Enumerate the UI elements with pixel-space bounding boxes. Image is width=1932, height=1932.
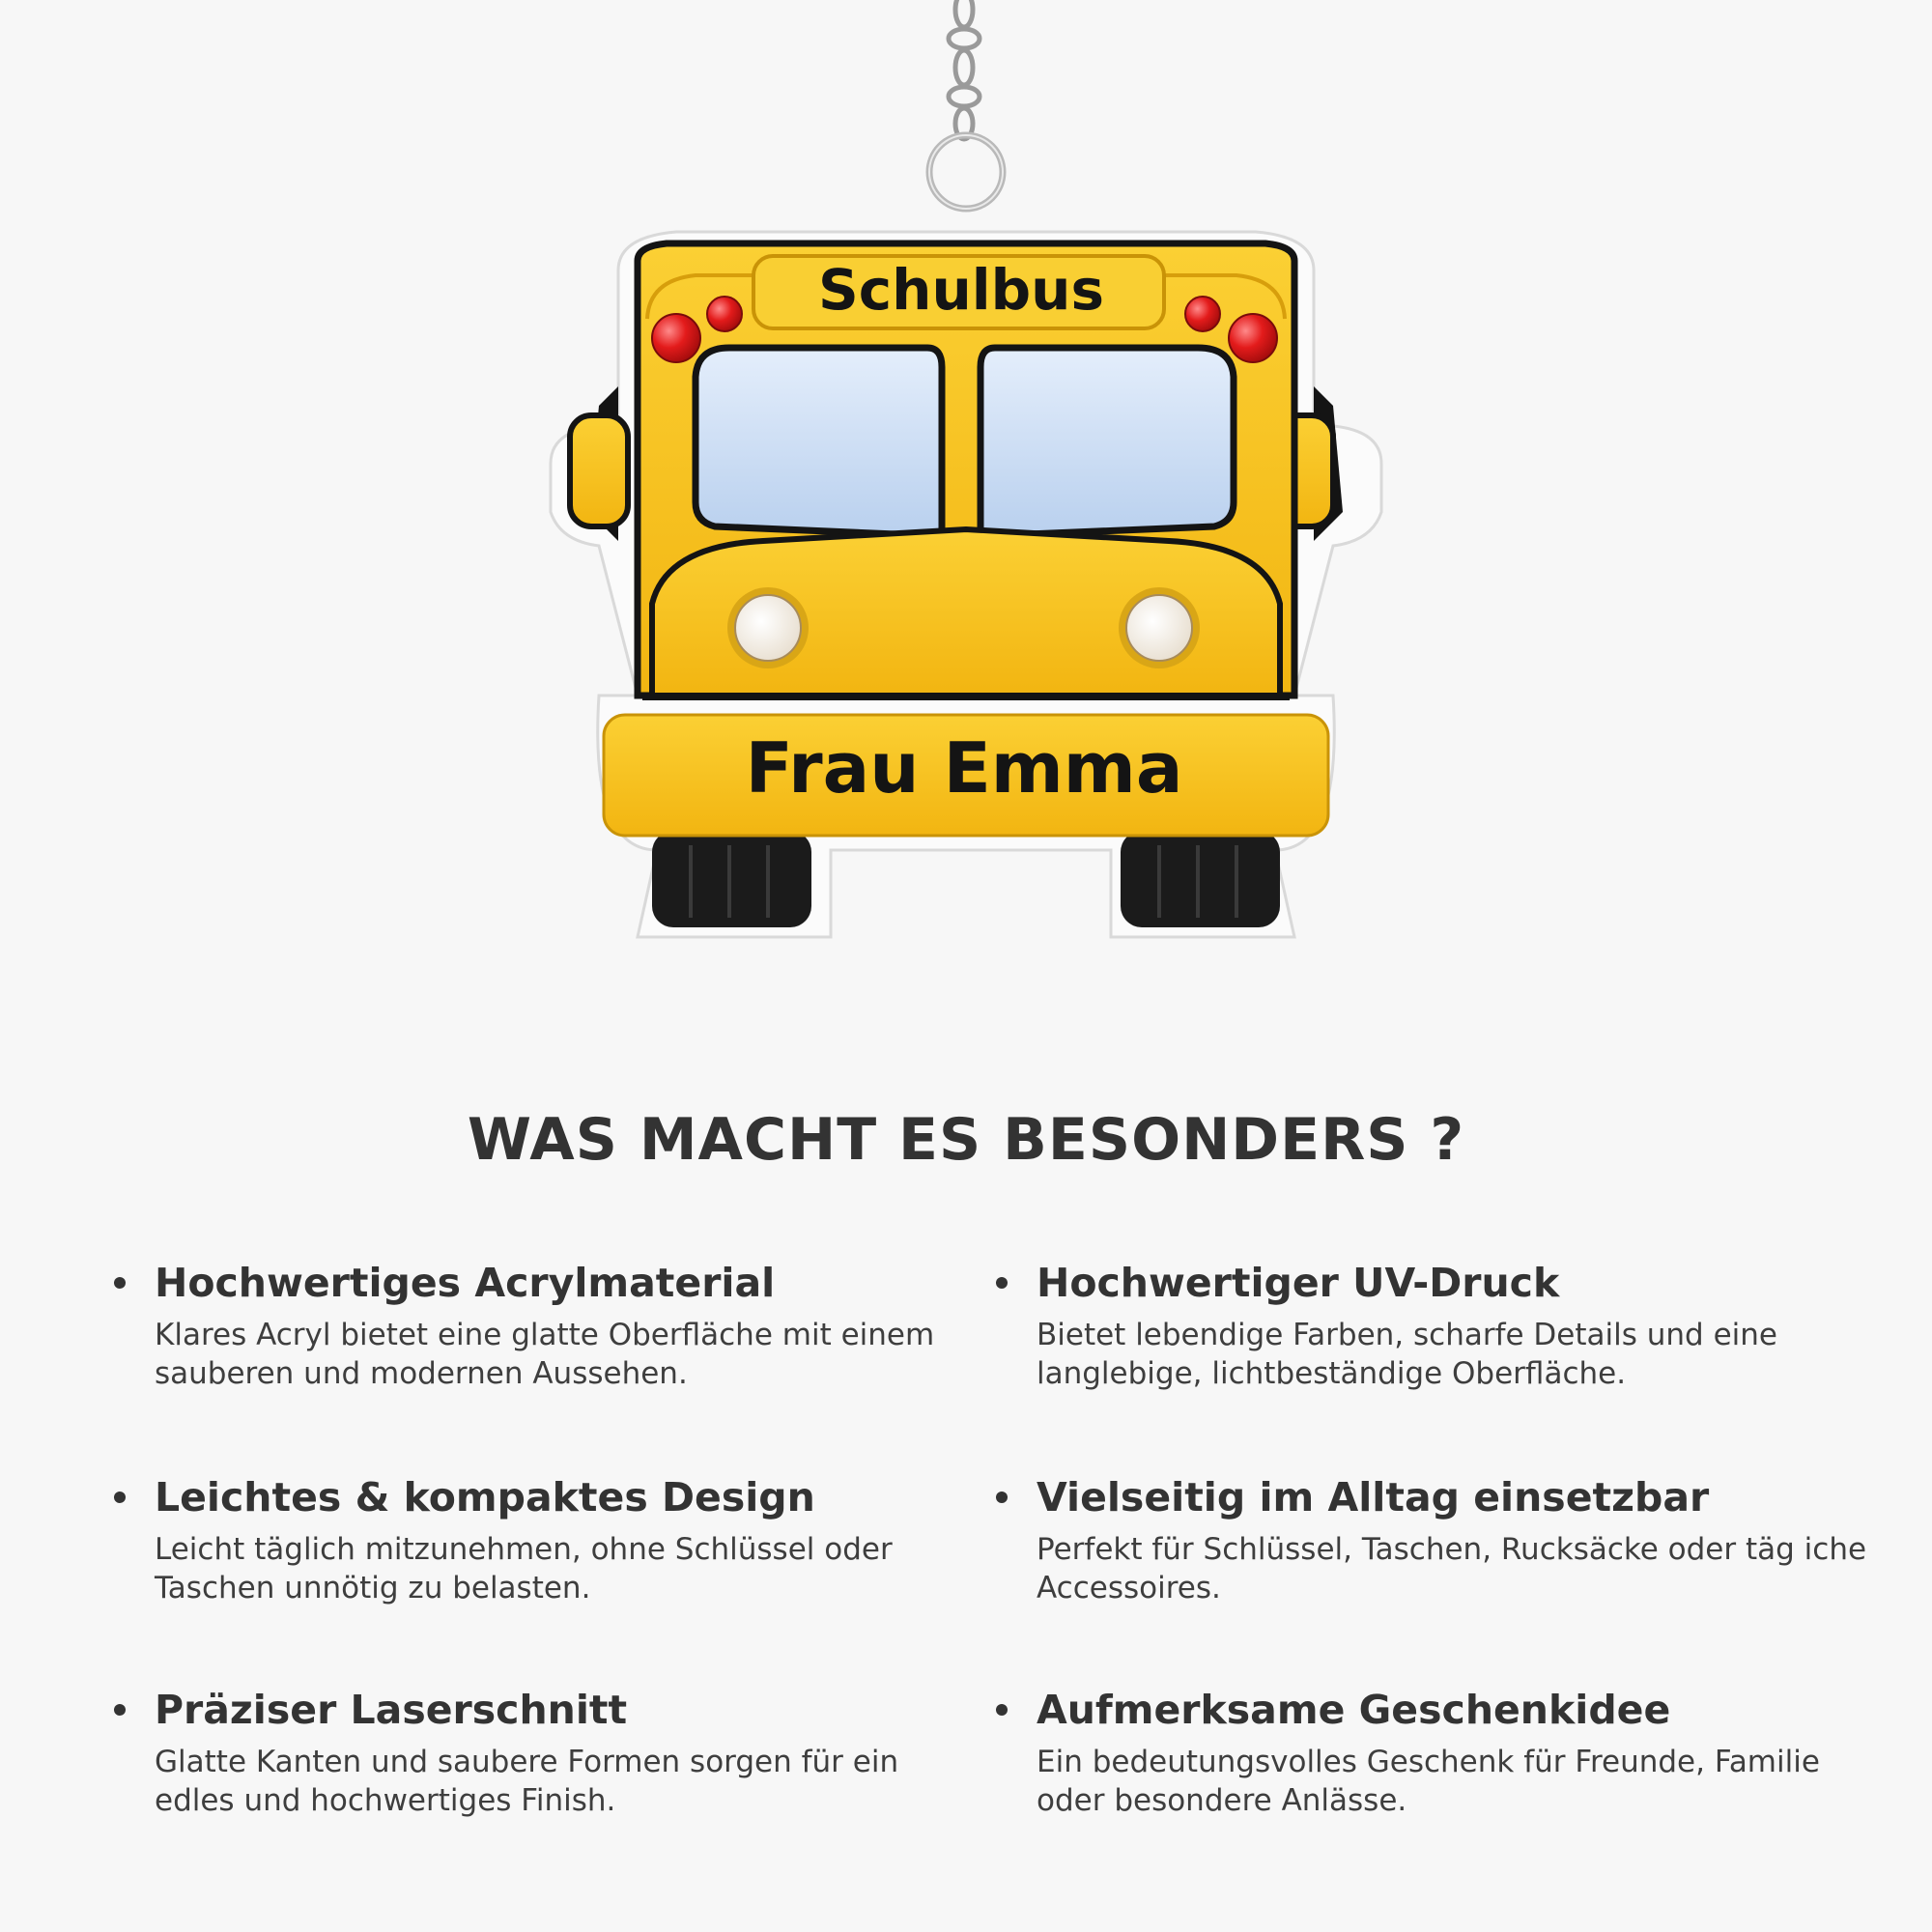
- feature-title: Hochwertiges Acrylmaterial: [155, 1260, 776, 1306]
- bullet-icon: [114, 1492, 126, 1503]
- feature-description: Perfekt für Schlüssel, Taschen, Rucksäcke oder täg iche Accessoires.: [1037, 1532, 1867, 1605]
- tire-right: [1121, 831, 1280, 927]
- feature-title: Aufmerksame Geschenkidee: [1037, 1687, 1671, 1733]
- window-left: [696, 348, 942, 536]
- window-right: [980, 348, 1234, 536]
- feature-description: Glatte Kanten und saubere Formen sorgen für ein edles und hochwertiges Finish.: [155, 1745, 899, 1818]
- feature-item: [155, 1256, 1005, 1393]
- bus-sign-text: Schulbus: [818, 257, 1104, 323]
- feature-description: Leicht täglich mitzunehmen, ohne Schlüssel oder Taschen unnötig zu belasten.: [155, 1532, 893, 1605]
- feature-item: [1037, 1256, 1887, 1393]
- bullet-icon: [114, 1704, 126, 1716]
- feature-item: [155, 1470, 1005, 1607]
- bullet-icon: [114, 1277, 126, 1289]
- feature-item: [1037, 1470, 1887, 1607]
- personalized-name-text: Frau Emma: [745, 727, 1183, 809]
- headlight-left: [727, 587, 809, 668]
- feature-description: Ein bedeutungsvolles Geschenk für Freunde, Familie oder besondere Anlässe.: [1037, 1745, 1820, 1818]
- feature-item: [155, 1683, 1005, 1820]
- headlight-right: [1119, 587, 1200, 668]
- bullet-icon: [996, 1704, 1008, 1716]
- feature-title: Vielseitig im Alltag einsetzbar: [1037, 1474, 1710, 1520]
- feature-item: [1037, 1683, 1887, 1820]
- feature-title: Präziser Laserschnitt: [155, 1687, 628, 1733]
- feature-title: Hochwertiger UV-Druck: [1037, 1260, 1560, 1306]
- feature-description: Bietet lebendige Farben, scharfe Details und eine langlebige, lichtbeständige Oberfläche.: [1037, 1318, 1777, 1391]
- key-chain: [949, 0, 980, 139]
- bullet-icon: [996, 1277, 1008, 1289]
- tire-left: [652, 831, 811, 927]
- bullet-icon: [996, 1492, 1008, 1503]
- feature-description: Klares Acryl bietet eine glatte Oberfläche mit einem sauberen und modernen Aussehen.: [155, 1318, 935, 1391]
- feature-title: Leichtes & kompaktes Design: [155, 1474, 815, 1520]
- section-heading: WAS MACHT ES BESONDERS ?: [467, 1106, 1465, 1174]
